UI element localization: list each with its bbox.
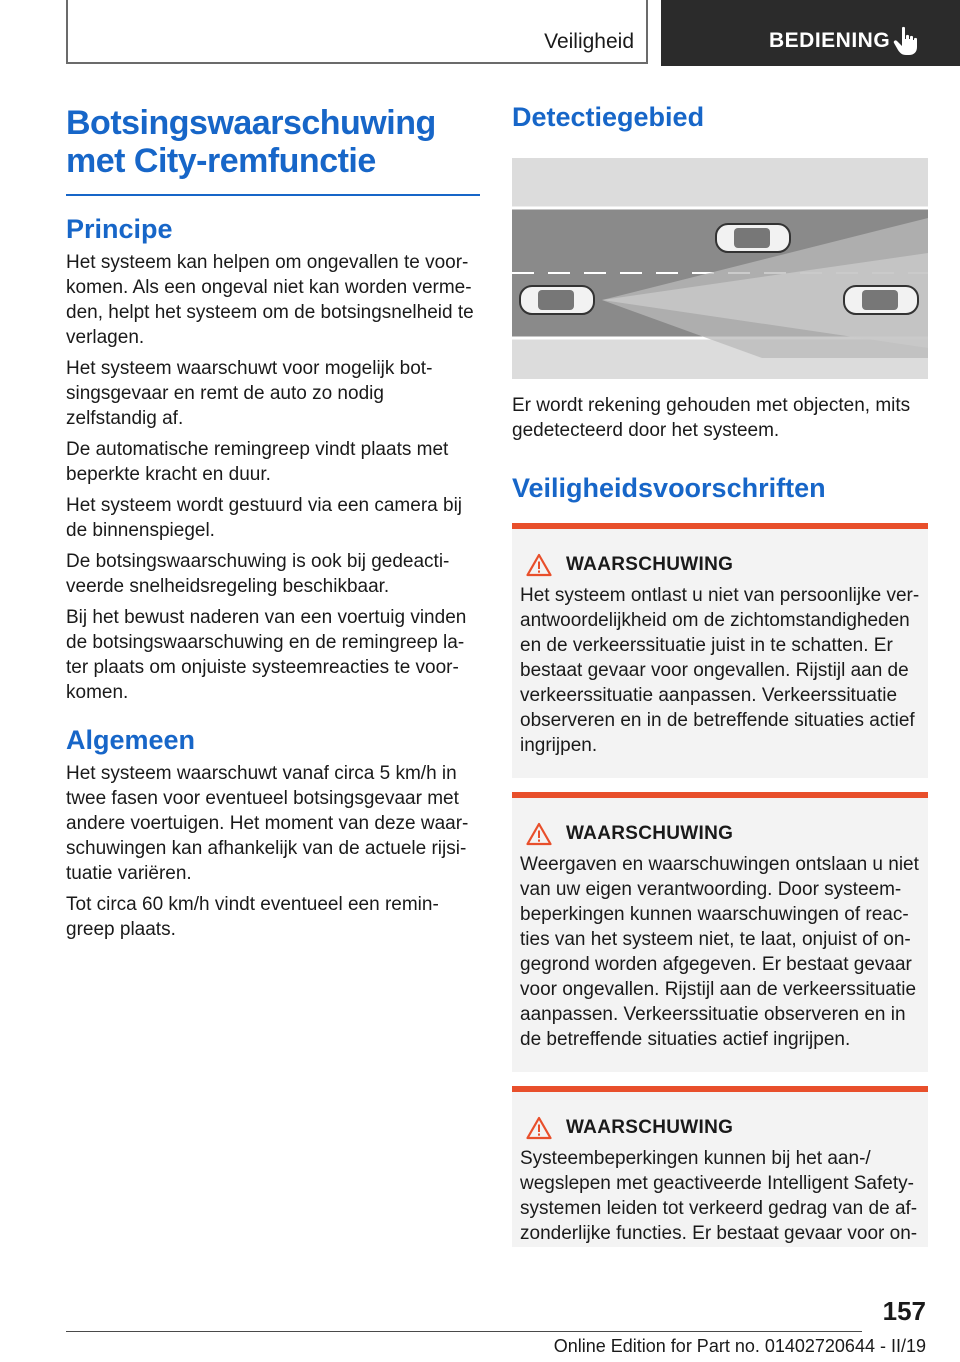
algemeen-paragraph: Tot circa 60 km/h vindt eventueel een remin-greep plaats. [66, 894, 439, 940]
hand-pointer-icon [893, 26, 921, 56]
header-section-title: Veiligheid [544, 30, 634, 53]
car-icon [520, 286, 594, 314]
warning-text: Weergaven en waarschuwingen ontslaan u niet van uw eigen verantwoording. Door systeem-beperkingen kunnen waarschuwingen of reac-ties van het systeem niet, te laat, onjuist of on-gegrond worden afgegeven. Er bestaat gevaar voor ongevallen. Rijstijl aan de verkeerssituatie aanpassen. Verkeerssituatie observeren en in de betreffende situaties actief ingrijpen. [520, 854, 919, 1050]
principe-paragraph: De botsingswaarschuwing is ook bij gedeacti-veerde snelheidsregeling beschikbaar. [66, 551, 450, 597]
footer-edition: Online Edition for Part no. 01402720644 - II/19 [553, 1336, 926, 1356]
warning-box [512, 792, 928, 1072]
principe-paragraph: Het systeem kan helpen om ongevallen te voor-komen. Als een ongeval niet kan worden verme-den, helpt het systeem om de botsingsnelheid te verlagen. [66, 252, 474, 348]
principe-paragraph: De automatische remingreep vindt plaats met beperkte kracht en duur. [66, 439, 449, 485]
warning-triangle-icon [526, 553, 552, 577]
page-number: 157 [882, 1296, 926, 1326]
warning-triangle-icon [526, 822, 552, 846]
title-divider [66, 194, 480, 196]
warning-header [520, 1116, 920, 1140]
detectie-heading: Detectiegebied [512, 102, 705, 132]
algemeen-paragraph: Het systeem waarschuwt vanaf circa 5 km/h in twee fasen voor eventueel botsingsgevaar met andere voertuigen. Het moment van deze waar-schuwingen kan afhankelijk van de actuele rijsi-tuatie variëren. [66, 763, 469, 884]
right-column [512, 100, 928, 1261]
car-icon [716, 224, 790, 252]
footer-divider [66, 1331, 862, 1332]
warning-triangle-icon [526, 1116, 552, 1140]
header-chapter-tab [661, 0, 960, 66]
header-section-box [66, 0, 648, 64]
car-icon [844, 286, 918, 314]
warning-header [520, 822, 920, 846]
principe-paragraph: Bij het bewust naderen van een voertuig vinden de botsingswaarschuwing en de remingreep la-ter plaats om onjuiste systeemreacties te voor-komen. [66, 607, 467, 703]
figure-caption: Er wordt rekening gehouden met objecten, mits gedetecteerd door het systeem. [512, 395, 911, 441]
principe-paragraph: Het systeem waarschuwt voor mogelijk bot-singsgevaar en remt de auto zo nodig zelfstandig af. [66, 358, 433, 429]
left-column [66, 104, 480, 948]
warning-box [512, 523, 928, 778]
page-title [66, 104, 480, 180]
header-chapter-title: BEDIENING [769, 29, 891, 52]
safety-heading: Veiligheidsvoorschriften [512, 473, 826, 503]
warning-text: Het systeem ontlast u niet van persoonlijke ver-antwoordelijkheid om de zichtomstandigheden en de verkeerssituatie juist in te schatten. Er bestaat gevaar voor ongevallen. Rijstijl aan de verkeerssituatie aanpassen. Verkeerssituatie observeren en in de betreffende situaties actief ingrijpen. [520, 585, 920, 756]
warning-box [512, 1086, 928, 1247]
warning-title: WAARSCHUWING [566, 1117, 734, 1138]
algemeen-heading: Algemeen [66, 725, 196, 755]
detection-area-figure [512, 158, 928, 379]
detection-area-illustration [512, 158, 928, 379]
warning-header [520, 553, 920, 577]
warning-title: WAARSCHUWING [566, 554, 734, 575]
warning-text: Systeembeperkingen kunnen bij het aan-/ wegslepen met geactiveerde Intelligent Safety-systemen leiden tot verkeerd gedrag van de af-zonderlijke functies. Er bestaat gevaar voor on- [520, 1148, 918, 1244]
principe-paragraph: Het systeem wordt gestuurd via een camera bij de binnenspiegel. [66, 495, 463, 541]
title-line-1: Botsingswaarschuwing [66, 104, 436, 142]
principe-heading: Principe [66, 214, 173, 244]
warning-title: WAARSCHUWING [566, 823, 734, 844]
title-line-2: met City-remfunctie [66, 142, 376, 180]
